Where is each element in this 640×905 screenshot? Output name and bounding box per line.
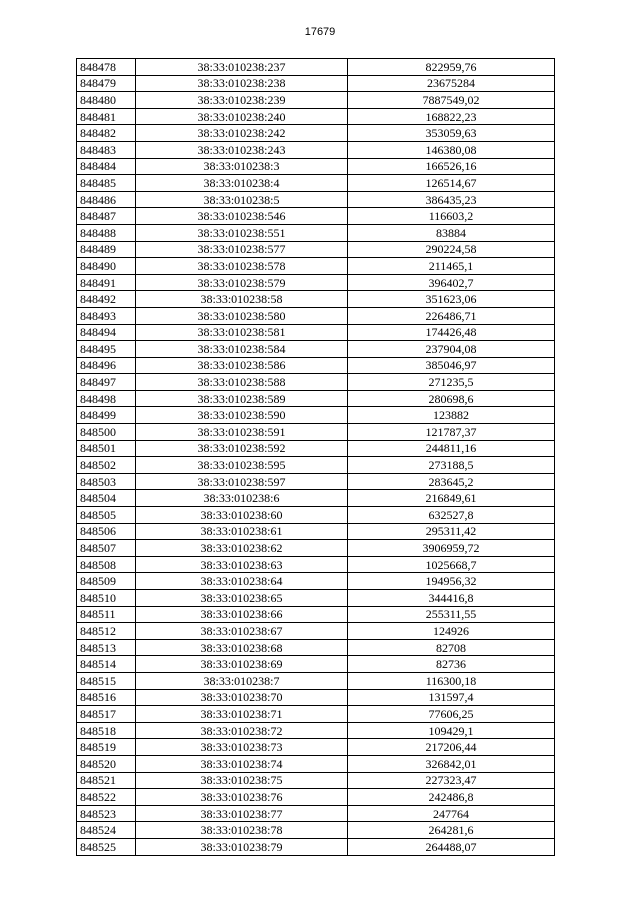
row-number-cell: 848515 <box>77 672 136 689</box>
row-number-cell: 848479 <box>77 75 136 92</box>
table-row <box>77 75 555 92</box>
cadastral-number-cell: 38:33:010238:580 <box>136 307 348 324</box>
cadastral-value-cell: 82736 <box>348 656 555 673</box>
table-row <box>77 424 555 441</box>
row-number-cell: 848501 <box>77 440 136 457</box>
row-number-cell: 848478 <box>77 59 136 76</box>
row-number-cell: 848493 <box>77 307 136 324</box>
row-number-cell: 848491 <box>77 274 136 291</box>
cadastral-number-cell: 38:33:010238:66 <box>136 606 348 623</box>
cadastral-number-cell: 38:33:010238:63 <box>136 556 348 573</box>
row-number-cell: 848517 <box>77 706 136 723</box>
cadastral-number-cell: 38:33:010238:589 <box>136 390 348 407</box>
row-number-cell: 848496 <box>77 357 136 374</box>
row-number-cell: 848522 <box>77 789 136 806</box>
cadastral-value-cell: 244811,16 <box>348 440 555 457</box>
cadastral-value-cell: 344416,8 <box>348 590 555 607</box>
table-row <box>77 656 555 673</box>
table-row <box>77 590 555 607</box>
cadastral-number-cell: 38:33:010238:577 <box>136 241 348 258</box>
cadastral-value-cell: 264281,6 <box>348 822 555 839</box>
cadastral-number-cell: 38:33:010238:68 <box>136 639 348 656</box>
page-number: 17679 <box>304 26 336 38</box>
cadastral-value-cell: 194956,32 <box>348 573 555 590</box>
cadastral-number-cell: 38:33:010238:581 <box>136 324 348 341</box>
table-row <box>77 789 555 806</box>
cadastral-number-cell: 38:33:010238:75 <box>136 772 348 789</box>
row-number-cell: 848489 <box>77 241 136 258</box>
table-row <box>77 440 555 457</box>
cadastral-value-cell: 83884 <box>348 224 555 241</box>
cadastral-number-cell: 38:33:010238:72 <box>136 722 348 739</box>
table-row <box>77 457 555 474</box>
cadastral-number-cell: 38:33:010238:77 <box>136 805 348 822</box>
row-number-cell: 848508 <box>77 556 136 573</box>
row-number-cell: 848488 <box>77 224 136 241</box>
cadastral-value-cell: 126514,67 <box>348 175 555 192</box>
cadastral-value-cell: 109429,1 <box>348 722 555 739</box>
table-row <box>77 108 555 125</box>
cadastral-number-cell: 38:33:010238:237 <box>136 59 348 76</box>
cadastral-number-cell: 38:33:010238:67 <box>136 623 348 640</box>
table-row <box>77 208 555 225</box>
row-number-cell: 848480 <box>77 92 136 109</box>
cadastral-number-cell: 38:33:010238:70 <box>136 689 348 706</box>
cadastral-value-cell: 3906959,72 <box>348 540 555 557</box>
row-number-cell: 848516 <box>77 689 136 706</box>
table-row <box>77 241 555 258</box>
table-row <box>77 822 555 839</box>
row-number-cell: 848513 <box>77 639 136 656</box>
cadastral-value-cell: 280698,6 <box>348 390 555 407</box>
cadastral-value-cell: 242486,8 <box>348 789 555 806</box>
table-row <box>77 258 555 275</box>
cadastral-number-cell: 38:33:010238:595 <box>136 457 348 474</box>
table-row <box>77 838 555 855</box>
cadastral-value-cell: 216849,61 <box>348 490 555 507</box>
cadastral-number-cell: 38:33:010238:4 <box>136 175 348 192</box>
table-row <box>77 374 555 391</box>
row-number-cell: 848509 <box>77 573 136 590</box>
cadastral-value-cell: 386435,23 <box>348 191 555 208</box>
cadastral-value-cell: 396402,7 <box>348 274 555 291</box>
cadastral-number-cell: 38:33:010238:238 <box>136 75 348 92</box>
row-number-cell: 848490 <box>77 258 136 275</box>
table-row <box>77 390 555 407</box>
cadastral-value-cell: 247764 <box>348 805 555 822</box>
cadastral-number-cell: 38:33:010238:591 <box>136 424 348 441</box>
cadastral-value-cell: 283645,2 <box>348 473 555 490</box>
row-number-cell: 848482 <box>77 125 136 142</box>
cadastral-value-cell: 77606,25 <box>348 706 555 723</box>
cadastral-value-cell: 632527,8 <box>348 507 555 524</box>
row-number-cell: 848481 <box>77 108 136 125</box>
cadastral-number-cell: 38:33:010238:588 <box>136 374 348 391</box>
cadastral-number-cell: 38:33:010238:71 <box>136 706 348 723</box>
cadastral-number-cell: 38:33:010238:69 <box>136 656 348 673</box>
row-number-cell: 848524 <box>77 822 136 839</box>
cadastral-value-cell: 217206,44 <box>348 739 555 756</box>
cadastral-value-cell: 166526,16 <box>348 158 555 175</box>
table-row <box>77 125 555 142</box>
cadastral-number-cell: 38:33:010238:58 <box>136 291 348 308</box>
cadastral-number-cell: 38:33:010238:579 <box>136 274 348 291</box>
table-row <box>77 540 555 557</box>
cadastral-number-cell: 38:33:010238:61 <box>136 523 348 540</box>
row-number-cell: 848514 <box>77 656 136 673</box>
row-number-cell: 848495 <box>77 341 136 358</box>
row-number-cell: 848523 <box>77 805 136 822</box>
cadastral-value-cell: 326842,01 <box>348 755 555 772</box>
table-row <box>77 706 555 723</box>
row-number-cell: 848503 <box>77 473 136 490</box>
row-number-cell: 848484 <box>77 158 136 175</box>
cadastral-number-cell: 38:33:010238:6 <box>136 490 348 507</box>
cadastral-number-cell: 38:33:010238:584 <box>136 341 348 358</box>
row-number-cell: 848506 <box>77 523 136 540</box>
cadastral-value-cell: 116300,18 <box>348 672 555 689</box>
table-row <box>77 407 555 424</box>
cadastral-number-cell: 38:33:010238:3 <box>136 158 348 175</box>
table-row <box>77 606 555 623</box>
cadastral-number-cell: 38:33:010238:64 <box>136 573 348 590</box>
table-row <box>77 573 555 590</box>
cadastral-value-cell: 7887549,02 <box>348 92 555 109</box>
cadastral-number-cell: 38:33:010238:74 <box>136 755 348 772</box>
table-row <box>77 291 555 308</box>
cadastral-number-cell: 38:33:010238:590 <box>136 407 348 424</box>
cadastral-number-cell: 38:33:010238:62 <box>136 540 348 557</box>
cadastral-value-cell: 255311,55 <box>348 606 555 623</box>
cadastral-number-cell: 38:33:010238:240 <box>136 108 348 125</box>
row-number-cell: 848505 <box>77 507 136 524</box>
table-row <box>77 92 555 109</box>
table-row <box>77 722 555 739</box>
cadastral-value-cell: 237904,08 <box>348 341 555 358</box>
table-row <box>77 805 555 822</box>
cadastral-value-cell: 174426,48 <box>348 324 555 341</box>
table-row <box>77 755 555 772</box>
row-number-cell: 848483 <box>77 141 136 158</box>
row-number-cell: 848498 <box>77 390 136 407</box>
row-number-cell: 848511 <box>77 606 136 623</box>
cadastral-number-cell: 38:33:010238:73 <box>136 739 348 756</box>
cadastral-number-cell: 38:33:010238:76 <box>136 789 348 806</box>
row-number-cell: 848518 <box>77 722 136 739</box>
cadastral-value-cell: 146380,08 <box>348 141 555 158</box>
cadastral-value-cell: 822959,76 <box>348 59 555 76</box>
table-row <box>77 191 555 208</box>
cadastral-value-cell: 353059,63 <box>348 125 555 142</box>
table-row <box>77 341 555 358</box>
cadastral-number-cell: 38:33:010238:5 <box>136 191 348 208</box>
table-row <box>77 523 555 540</box>
cadastral-number-cell: 38:33:010238:78 <box>136 822 348 839</box>
row-number-cell: 848512 <box>77 623 136 640</box>
row-number-cell: 848519 <box>77 739 136 756</box>
cadastral-number-cell: 38:33:010238:551 <box>136 224 348 241</box>
cadastral-value-table <box>76 58 555 856</box>
table-row <box>77 357 555 374</box>
cadastral-number-cell: 38:33:010238:65 <box>136 590 348 607</box>
table-row <box>77 175 555 192</box>
cadastral-value-cell: 295311,42 <box>348 523 555 540</box>
row-number-cell: 848487 <box>77 208 136 225</box>
cadastral-value-cell: 351623,06 <box>348 291 555 308</box>
cadastral-value-cell: 271235,5 <box>348 374 555 391</box>
cadastral-value-cell: 1025668,7 <box>348 556 555 573</box>
row-number-cell: 848486 <box>77 191 136 208</box>
cadastral-value-cell: 211465,1 <box>348 258 555 275</box>
table-row <box>77 490 555 507</box>
table-row <box>77 307 555 324</box>
row-number-cell: 848497 <box>77 374 136 391</box>
cadastral-number-cell: 38:33:010238:7 <box>136 672 348 689</box>
cadastral-value-cell: 226486,71 <box>348 307 555 324</box>
row-number-cell: 848521 <box>77 772 136 789</box>
cadastral-value-cell: 168822,23 <box>348 108 555 125</box>
cadastral-number-cell: 38:33:010238:578 <box>136 258 348 275</box>
row-number-cell: 848499 <box>77 407 136 424</box>
row-number-cell: 848494 <box>77 324 136 341</box>
cadastral-value-cell: 227323,47 <box>348 772 555 789</box>
table-row <box>77 689 555 706</box>
cadastral-value-cell: 273188,5 <box>348 457 555 474</box>
cadastral-value-cell: 121787,37 <box>348 424 555 441</box>
cadastral-value-cell: 23675284 <box>348 75 555 92</box>
row-number-cell: 848500 <box>77 424 136 441</box>
table-row <box>77 59 555 76</box>
row-number-cell: 848510 <box>77 590 136 607</box>
table-row <box>77 324 555 341</box>
row-number-cell: 848492 <box>77 291 136 308</box>
cadastral-number-cell: 38:33:010238:592 <box>136 440 348 457</box>
table-row <box>77 672 555 689</box>
table-row <box>77 772 555 789</box>
row-number-cell: 848507 <box>77 540 136 557</box>
table-body <box>77 59 555 856</box>
cadastral-number-cell: 38:33:010238:546 <box>136 208 348 225</box>
cadastral-value-cell: 123882 <box>348 407 555 424</box>
cadastral-value-cell: 385046,97 <box>348 357 555 374</box>
cadastral-value-cell: 82708 <box>348 639 555 656</box>
row-number-cell: 848520 <box>77 755 136 772</box>
table-row <box>77 639 555 656</box>
row-number-cell: 848504 <box>77 490 136 507</box>
table-row <box>77 556 555 573</box>
cadastral-value-cell: 124926 <box>348 623 555 640</box>
table-row <box>77 224 555 241</box>
table-row <box>77 141 555 158</box>
cadastral-value-cell: 131597,4 <box>348 689 555 706</box>
table-row <box>77 623 555 640</box>
table-row <box>77 739 555 756</box>
row-number-cell: 848525 <box>77 838 136 855</box>
row-number-cell: 848485 <box>77 175 136 192</box>
cadastral-number-cell: 38:33:010238:60 <box>136 507 348 524</box>
cadastral-number-cell: 38:33:010238:79 <box>136 838 348 855</box>
table-row <box>77 274 555 291</box>
table-row <box>77 473 555 490</box>
cadastral-value-cell: 116603,2 <box>348 208 555 225</box>
cadastral-number-cell: 38:33:010238:242 <box>136 125 348 142</box>
row-number-cell: 848502 <box>77 457 136 474</box>
cadastral-value-cell: 264488,07 <box>348 838 555 855</box>
table-row <box>77 507 555 524</box>
cadastral-number-cell: 38:33:010238:586 <box>136 357 348 374</box>
cadastral-number-cell: 38:33:010238:597 <box>136 473 348 490</box>
cadastral-number-cell: 38:33:010238:239 <box>136 92 348 109</box>
cadastral-number-cell: 38:33:010238:243 <box>136 141 348 158</box>
table-row <box>77 158 555 175</box>
cadastral-value-cell: 290224,58 <box>348 241 555 258</box>
